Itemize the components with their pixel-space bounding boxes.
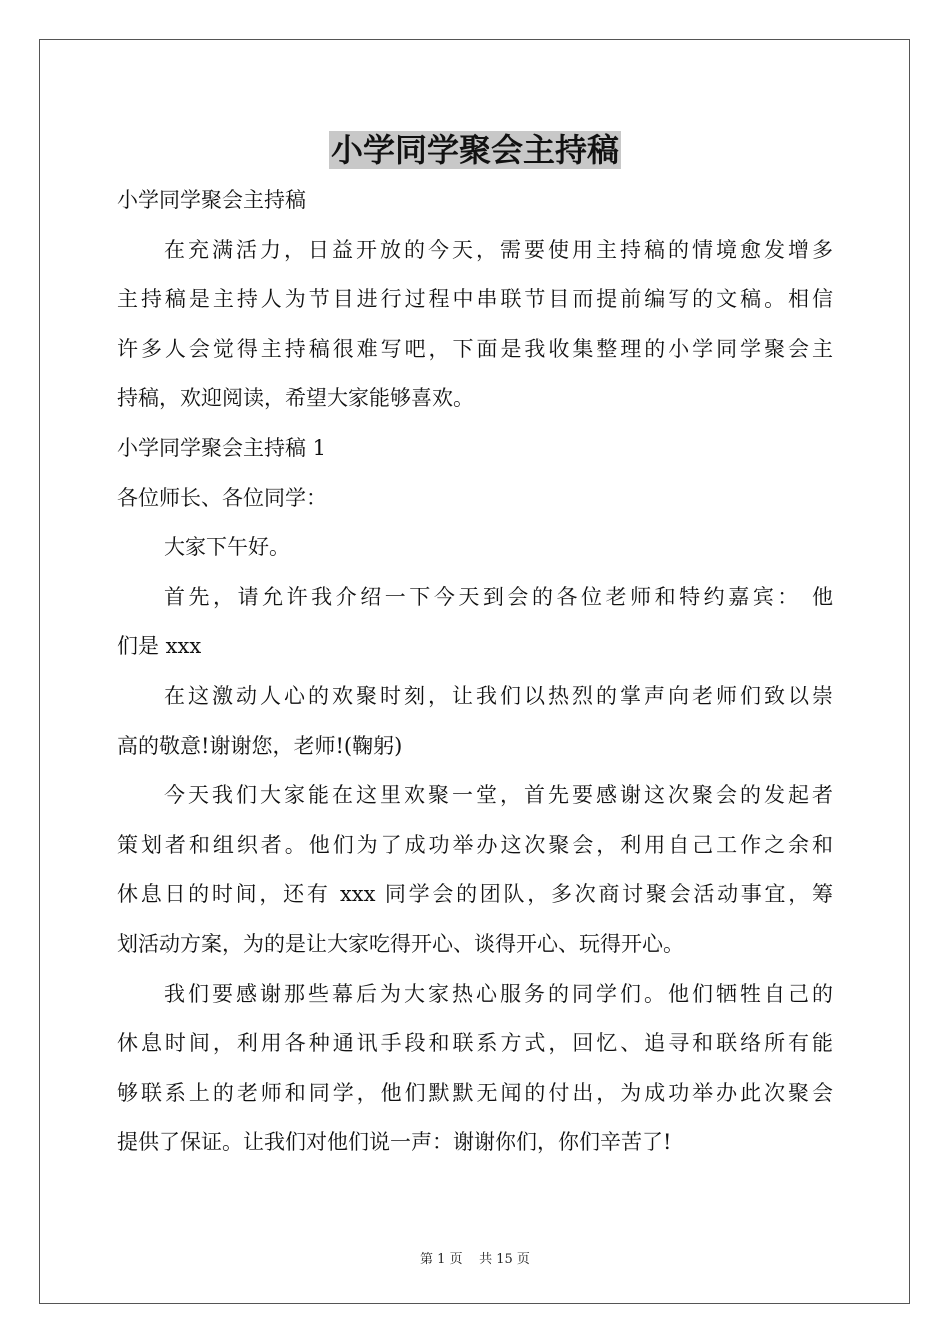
document-title-text: 小学同学聚会主持稿: [330, 131, 619, 169]
organizers-line-3: 休息日的时间，还有 xxx 同学会的团队，多次商讨聚会活动事宜，筹: [117, 882, 833, 907]
document-title: [0, 128, 950, 172]
applause-line-2: 高的敬意!谢谢您，老师!(鞠躬): [117, 733, 403, 758]
heading-repeat: 小学同学聚会主持稿: [117, 188, 306, 212]
page-footer: [0, 1248, 950, 1267]
helpers-line-3: 够联系上的老师和同学，他们默默无闻的付出，为成功举办此次聚会: [117, 1080, 833, 1105]
helpers-line-4: 提供了保证。让我们对他们说一声：谢谢你们，你们辛苦了!: [117, 1130, 672, 1155]
page-total: 共 15 页: [479, 1252, 530, 1267]
organizers-line-2: 策划者和组织者。他们为了成功举办这次聚会，利用自己工作之余和: [117, 832, 833, 857]
document-body: [117, 176, 833, 1168]
organizers-line-4: 划活动方案，为的是让大家吃得开心、谈得开心、玩得开心。: [117, 931, 684, 956]
section-title: 小学同学聚会主持稿 1: [117, 435, 327, 460]
hello-line: 大家下午好。: [164, 535, 290, 560]
intro-line-1: 在充满活力，日益开放的今天，需要使用主持稿的情境愈发增多: [164, 237, 833, 262]
intro-line-3: 许多人会觉得主持稿很难写吧，下面是我收集整理的小学同学聚会主: [117, 336, 833, 361]
helpers-line-1: 我们要感谢那些幕后为大家热心服务的同学们。他们牺牲自己的: [164, 981, 833, 1006]
applause-line-1: 在这激动人心的欢聚时刻，让我们以热烈的掌声向老师们致以崇: [164, 683, 833, 708]
intro-line-2: 主持稿是主持人为节目进行过程中串联节目而提前编写的文稿。相信: [117, 287, 833, 312]
teachers-line-2: 们是 xxx: [117, 634, 202, 659]
greeting: 各位师长、各位同学：: [117, 485, 327, 510]
organizers-line-1: 今天我们大家能在这里欢聚一堂，首先要感谢这次聚会的发起者: [164, 783, 833, 808]
teachers-line-1: 首先，请允许我介绍一下今天到会的各位老师和特约嘉宾： 他: [164, 584, 833, 609]
intro-line-4: 持稿，欢迎阅读，希望大家能够喜欢。: [117, 386, 474, 411]
helpers-line-2: 休息时间，利用各种通讯手段和联系方式，回忆、追寻和联络所有能: [117, 1031, 833, 1056]
page-number: 第 1 页: [420, 1252, 463, 1267]
